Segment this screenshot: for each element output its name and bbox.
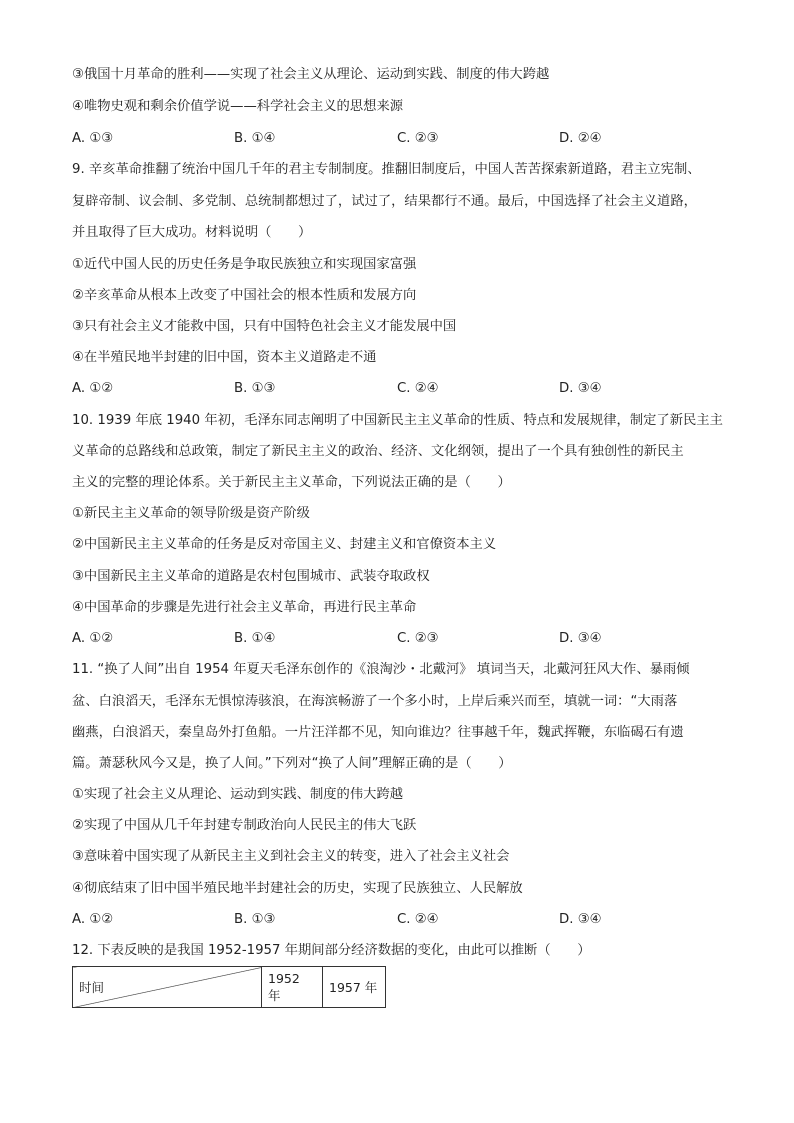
option-b[interactable]: B. ①④ — [234, 131, 276, 146]
q10-item3: ③中国新民主主义革命的道路是农村包围城市、武装夺取政权 — [72, 569, 430, 584]
option-c[interactable]: C. ②④ — [397, 381, 439, 396]
table-corner-label: 时间 — [79, 980, 105, 995]
q12-stem: 12. 下表反映的是我国 1952-1957 年期间部分经济数据的变化，由此可以推断（ ） — [72, 943, 591, 958]
option-d[interactable]: D. ③④ — [559, 912, 602, 927]
table-corner-cell — [73, 967, 262, 1008]
option-a[interactable]: A. ①② — [72, 381, 114, 396]
q10-item4: ④中国革命的步骤是先进行社会主义革命，再进行民主革命 — [72, 600, 417, 615]
q10-item2: ②中国新民主主义革命的任务是反对帝国主义、封建主义和官僚资本主义 — [72, 537, 497, 552]
line-q8-item3: ③俄国十月革命的胜利——实现了社会主义从理论、运动到实践、制度的伟大跨越 — [72, 67, 550, 82]
q11-item1: ①实现了社会主义从理论、运动到实践、制度的伟大跨越 — [72, 787, 404, 802]
q11-stem-line3: 幽燕，白浪滔天，秦皇岛外打鱼船。一片汪洋都不见，知向谁边？往事越千年，魏武挥鞭，东临碣石有遗 — [72, 725, 684, 740]
q9-item1: ①近代中国人民的历史任务是争取民族独立和实现国家富强 — [72, 257, 417, 272]
economic-data-table — [72, 966, 386, 1008]
options-q11 — [72, 911, 732, 929]
q11-item3: ③意味着中国实现了从新民主主义到社会主义的转变，进入了社会主义社会 — [72, 849, 510, 864]
table-header-1952: 1952 年 — [262, 967, 323, 1008]
q10-stem-line1: 10. 1939 年底 1940 年初，毛泽东同志阐明了中国新民主主义革命的性质、特点和发展规律，制定了新民主主 — [72, 413, 723, 428]
line-q8-item4: ④唯物史观和剩余价值学说——科学社会主义的思想来源 — [72, 99, 404, 114]
q9-stem-line3: 并且取得了巨大成功。材料说明（ ） — [72, 225, 312, 240]
q11-item4: ④彻底结束了旧中国半殖民地半封建社会的历史，实现了民族独立、人民解放 — [72, 881, 523, 896]
option-a[interactable]: A. ①② — [72, 631, 114, 646]
q11-stem-line1: 11. “换了人间”出自 1954 年夏天毛泽东创作的《浪淘沙・北戴河》 填词当天，北戴河狂风大作、暴雨倾 — [72, 662, 690, 677]
q10-item1: ①新民主主义革命的领导阶级是资产阶级 — [72, 506, 310, 521]
option-c[interactable]: C. ②③ — [397, 631, 439, 646]
option-b[interactable]: B. ①④ — [234, 631, 276, 646]
options-q10 — [72, 630, 732, 648]
option-c[interactable]: C. ②③ — [397, 131, 439, 146]
table-header-row — [73, 967, 386, 1008]
options-q8 — [72, 130, 732, 148]
q10-stem-line2: 义革命的总路线和总政策，制定了新民主主义的政治、经济、文化纲领，提出了一个具有独创性的新民主 — [72, 444, 684, 459]
option-a[interactable]: A. ①② — [72, 912, 114, 927]
q10-stem-line3: 主义的完整的理论体系。关于新民主主义革命，下列说法正确的是（ ） — [72, 475, 511, 490]
q9-stem-line2: 复辟帝制、议会制、多党制、总统制都想过了，试过了，结果都行不通。最后，中国选择了社会主义道路， — [72, 194, 697, 209]
option-d[interactable]: D. ②④ — [559, 131, 602, 146]
q11-stem-line4: 篇。萧瑟秋风今又是，换了人间。”下列对“换了人间”理解正确的是（ ） — [72, 756, 512, 771]
q9-stem-line1: 9. 辛亥革命推翻了统治中国几千年的君主专制制度。推翻旧制度后，中国人苦苦探索新道路，君主立宪制、 — [72, 162, 701, 177]
table-header-1957: 1957 年 — [323, 967, 386, 1008]
q9-item3: ③只有社会主义才能救中国，只有中国特色社会主义才能发展中国 — [72, 319, 457, 334]
q9-item4: ④在半殖民地半封建的旧中国，资本主义道路走不通 — [72, 350, 377, 365]
options-q9 — [72, 380, 732, 398]
option-c[interactable]: C. ②④ — [397, 912, 439, 927]
q9-item2: ②辛亥革命从根本上改变了中国社会的根本性质和发展方向 — [72, 288, 417, 303]
q11-stem-line2: 盆、白浪滔天，毛泽东无惧惊涛骇浪，在海滨畅游了一个多小时，上岸后乘兴而至，填就一词：“大雨落 — [72, 694, 678, 709]
option-d[interactable]: D. ③④ — [559, 381, 602, 396]
option-b[interactable]: B. ①③ — [234, 381, 276, 396]
option-d[interactable]: D. ③④ — [559, 631, 602, 646]
option-b[interactable]: B. ①③ — [234, 912, 276, 927]
option-a[interactable]: A. ①③ — [72, 131, 114, 146]
q11-item2: ②实现了中国从几千年封建专制政治向人民民主的伟大飞跃 — [72, 818, 417, 833]
